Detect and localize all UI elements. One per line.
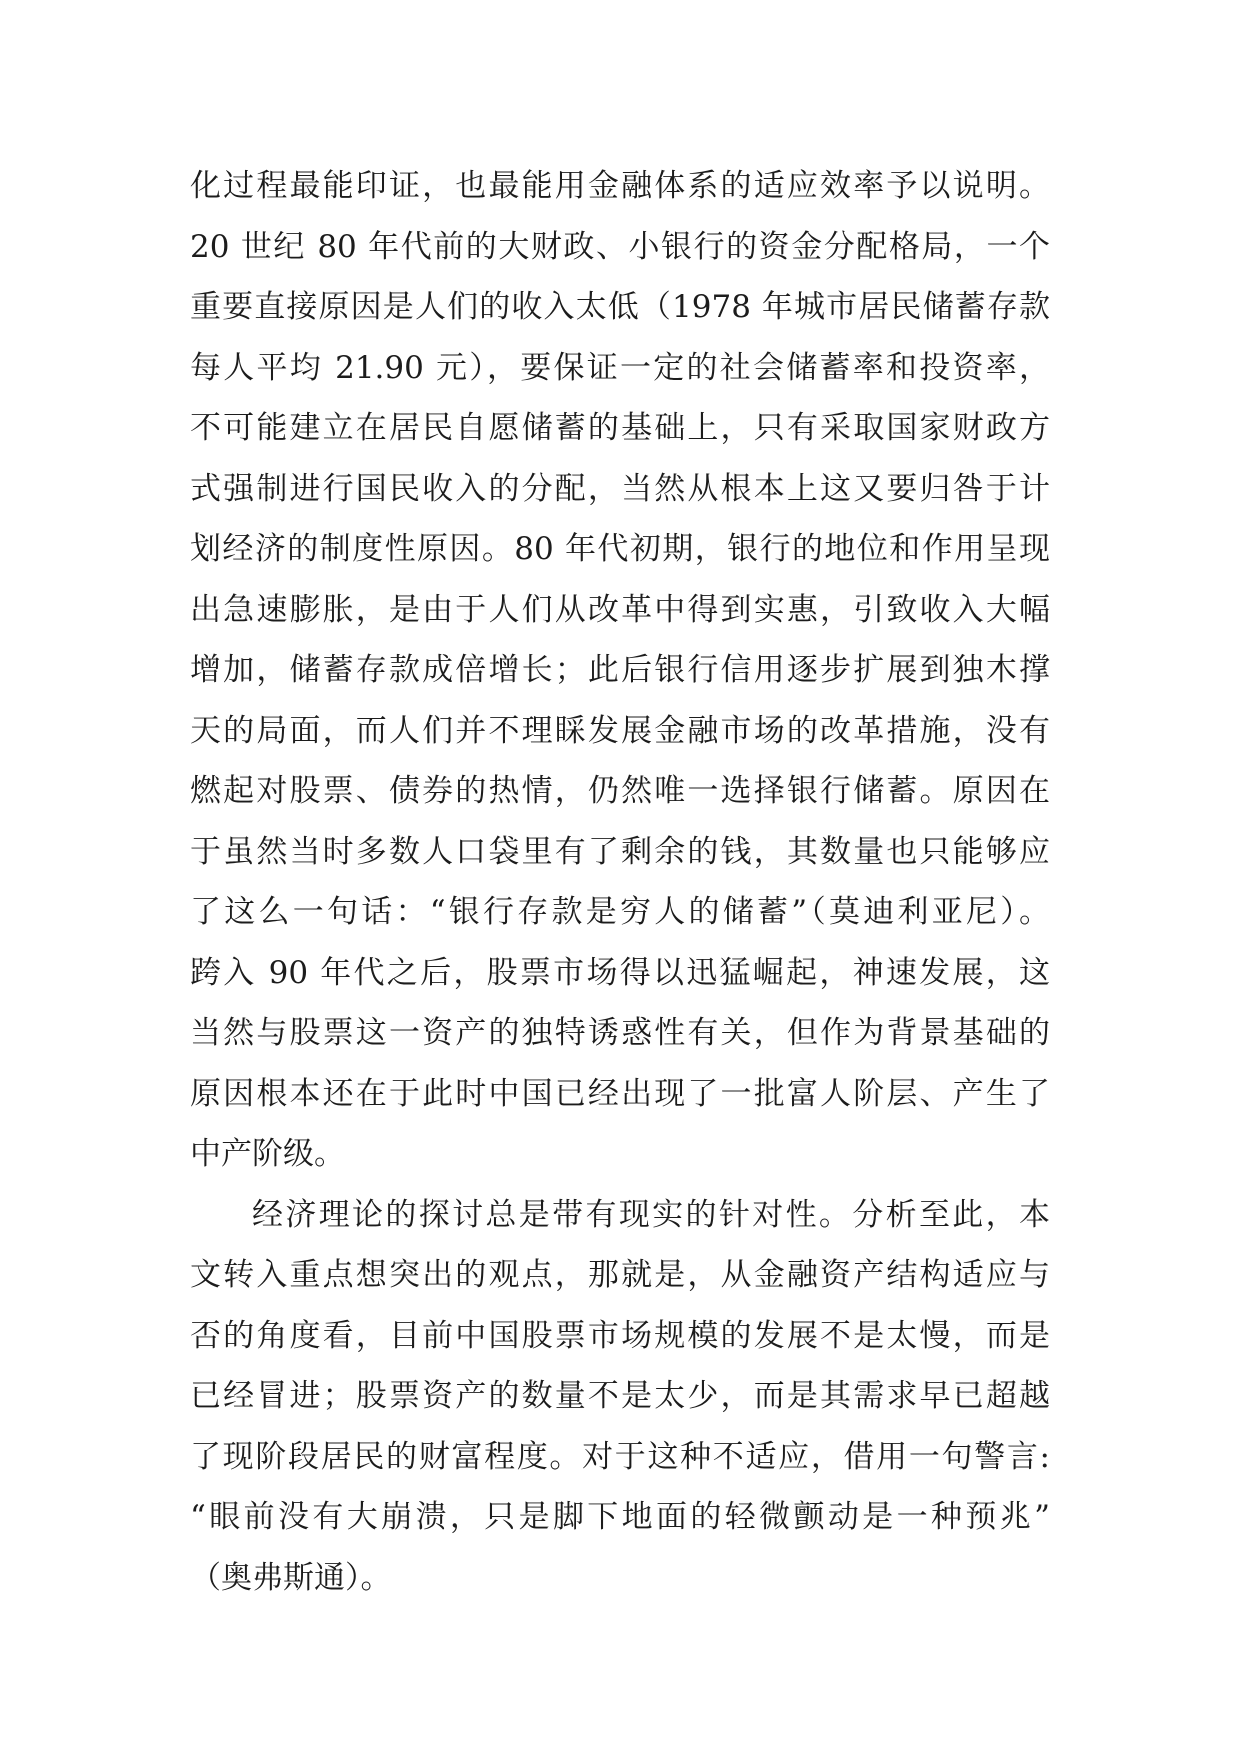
text-line: 于虽然当时多数人口袋里有了剩余的钱，其数量也只能够应 <box>190 833 1050 870</box>
text-line: 原因根本还在于此时中国已经出现了一批富人阶层、产生了 <box>190 1075 1050 1112</box>
text-line: 当然与股票这一资产的独特诱惑性有关，但作为背景基础的 <box>190 1015 1050 1051</box>
text-line: 划经济的制度性原因。80 年代初期，银行的地位和作用呈现 <box>190 531 1050 567</box>
text-line: 否的角度看，目前中国股票市场规模的发展不是太慢，而是 <box>190 1317 1050 1354</box>
text-line: 燃起对股票、债券的热情，仍然唯一选择银行储蓄。原因在 <box>190 773 1050 809</box>
text-line: 中产阶级。 <box>190 1136 345 1172</box>
text-line: 已经冒进；股票资产的数量不是太少，而是其需求早已超越 <box>190 1378 1050 1414</box>
paragraph-1 <box>190 156 1050 1185</box>
text-line: 化过程最能印证，也最能用金融体系的适应效率予以说明。 <box>190 168 1050 204</box>
text-line: 了这么一句话：“银行存款是穷人的储蓄”（莫迪利亚尼）。 <box>190 894 1050 930</box>
text-line: 20 世纪 80 年代前的大财政、小银行的资金分配格局，一个 <box>190 228 1050 265</box>
text-line: （奥弗斯通）。 <box>190 1559 392 1596</box>
text-line: 跨入 90 年代之后，股票市场得以迅猛崛起，神速发展，这 <box>190 954 1050 991</box>
text-line: 重要直接原因是人们的收入太低（1978 年城市居民储蓄存款 <box>190 289 1050 325</box>
text-line: 不可能建立在居民自愿储蓄的基础上，只有采取国家财政方 <box>190 410 1050 446</box>
text-line: 经济理论的探讨总是带有现实的针对性。分析至此，本 <box>252 1196 1050 1233</box>
text-line: 文转入重点想突出的观点，那就是，从金融资产结构适应与 <box>190 1257 1050 1293</box>
text-line: 出急速膨胀，是由于人们从改革中得到实惠，引致收入大幅 <box>190 591 1050 628</box>
body-text <box>190 156 1050 1608</box>
text-line: 增加，储蓄存款成倍增长；此后银行信用逐步扩展到独木撑 <box>190 652 1050 688</box>
text-line: 式强制进行国民收入的分配，当然从根本上这又要归咎于计 <box>190 470 1050 507</box>
text-line: “眼前没有大崩溃，只是脚下地面的轻微颤动是一种预兆” <box>190 1499 1050 1535</box>
paragraph-2 <box>190 1185 1050 1609</box>
text-line: 每人平均 21.90 元），要保证一定的社会储蓄率和投资率， <box>190 349 1050 386</box>
text-line: 天的局面，而人们并不理睬发展金融市场的改革措施，没有 <box>190 712 1050 749</box>
text-line: 了现阶段居民的财富程度。对于这种不适应，借用一句警言: <box>190 1438 1050 1475</box>
